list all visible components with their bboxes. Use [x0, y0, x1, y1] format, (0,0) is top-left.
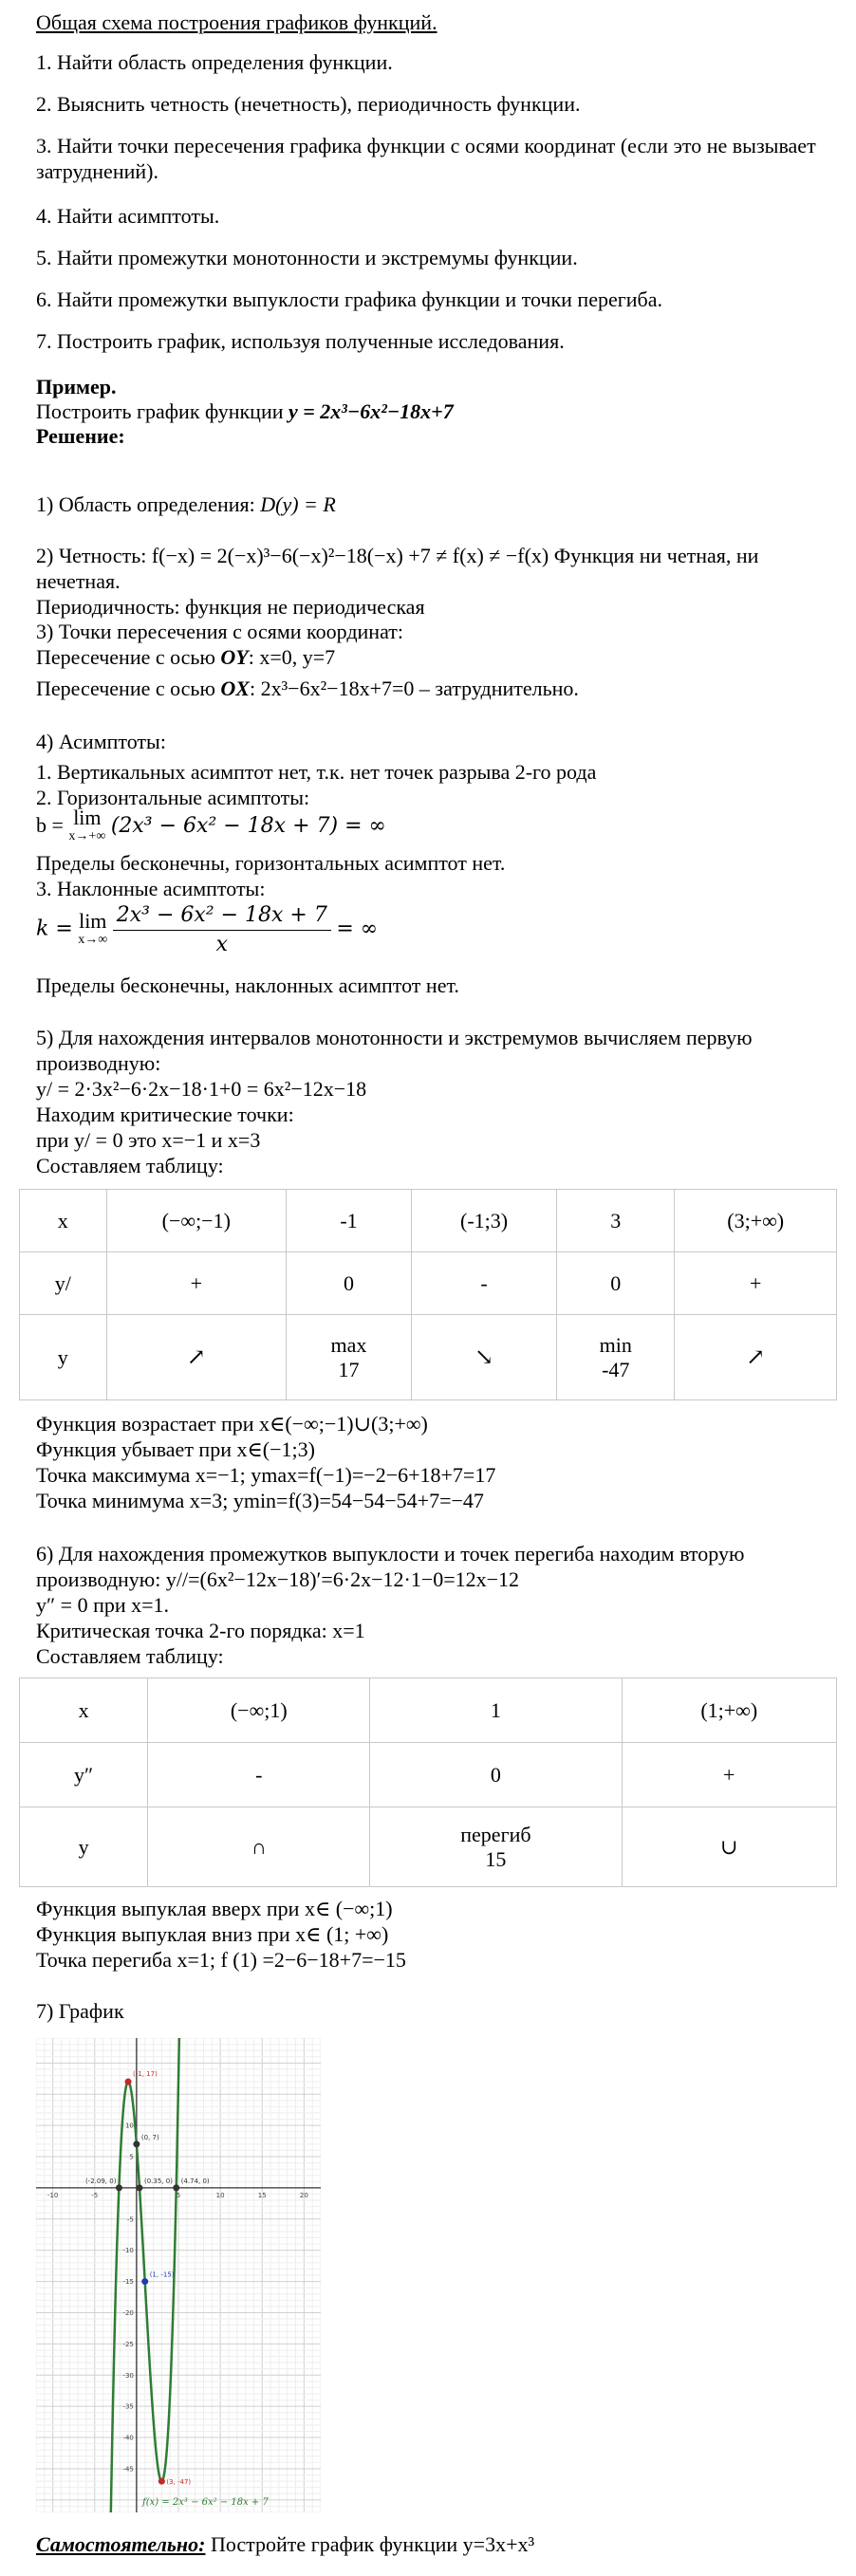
monotonic-intro: 5) Для нахождения интервалов монотонности и экстремумов вычисляем первую производную: — [36, 1026, 753, 1075]
convexity-table-cell: (1;+∞) — [622, 1678, 837, 1743]
graph-point — [136, 2184, 142, 2191]
x-tick-label: 5 — [176, 2191, 181, 2199]
monotonic-table-cell: 0 — [557, 1252, 675, 1315]
convexity-table-cell: ∪ — [622, 1807, 837, 1887]
monotonic-table-cell: (-1;3) — [411, 1190, 556, 1252]
self-task-label: Самостоятельно: — [36, 2532, 206, 2556]
max-point-line: Точка максимума x=−1; ymax=f(−1)=−2−6+18+7=17 — [36, 1463, 496, 1487]
monotonic-table-cell: + — [106, 1252, 286, 1315]
oblique-result: Пределы бесконечны, наклонных асимптот нет. — [36, 973, 459, 997]
y-tick-label: -20 — [122, 2308, 134, 2317]
monotonic-table-cell: ↗ — [106, 1315, 286, 1400]
y-tick-label: 5 — [129, 2153, 134, 2161]
graph-point-label: (3, -47) — [166, 2478, 192, 2487]
step-5: 5. Найти промежутки монотонности и экстремумы функции. — [36, 246, 578, 269]
graph-point — [141, 2278, 148, 2285]
step-6: 6. Найти промежутки выпуклости графика функции и точки перегиба. — [36, 287, 662, 311]
convexity-table-cell: 1 — [370, 1678, 622, 1743]
table2-title: Составляем таблицу: — [36, 1644, 224, 1668]
parity-line: 2) Четность: f(−x) = 2(−x)³−6(−x)²−18(−x) +7 ≠ f(x) ≠ −f(x) Функция ни четная, ни нечетная. — [36, 544, 759, 593]
graph-point — [173, 2184, 179, 2191]
convexity-table-cell: x — [20, 1678, 148, 1743]
critical-title: Находим критические точки: — [36, 1103, 294, 1126]
k-limit-formula: k = lim x→∞ $\frac{\text{2x³ − 6x² − 18x + 7}}{x}$ = ∞ — [36, 903, 379, 956]
graph-point — [158, 2478, 165, 2485]
monotonic-table-cell: ↗ — [675, 1315, 837, 1400]
convex-up-line: Функция выпуклая вверх при x∈ (−∞;1) — [36, 1897, 393, 1920]
step-4: 4. Найти асимптоты. — [36, 204, 220, 228]
monotonic-table-cell: -1 — [287, 1190, 412, 1252]
min-point-line: Точка минимума x=3; ymin=f(3)=54−54−54+7=−47 — [36, 1489, 484, 1512]
y-tick-label: -45 — [122, 2465, 134, 2474]
convexity-table-row — [20, 1807, 837, 1887]
intersections-title: 3) Точки пересечения с осями координат: — [36, 620, 403, 643]
y-tick-label: -35 — [122, 2402, 134, 2411]
x-tick-label: 10 — [215, 2191, 225, 2199]
heading: Общая схема построения графиков функций. — [36, 10, 437, 34]
convexity-table-cell: перегиб 15 — [370, 1807, 622, 1887]
graph-point-label: (0, 7) — [140, 2133, 159, 2141]
convexity-table — [19, 1677, 837, 1887]
monotonic-table — [19, 1189, 837, 1400]
solution-label: Решение: — [36, 424, 125, 448]
step-1: 1. Найти область определения функции. — [36, 50, 393, 74]
ox-intersection: Пересечение с осью OX: 2x³−6x²−18x+7=0 – затруднительно. — [36, 676, 579, 700]
convexity-table-row — [20, 1678, 837, 1743]
asymptotes-title: 4) Асимптоты: — [36, 730, 166, 753]
graph-point-label: (1, -15) — [149, 2270, 175, 2279]
vertical-asymptotes: 1. Вертикальных асимптот нет, т.к. нет точек разрыва 2-го рода — [36, 760, 597, 784]
y-tick-label: -40 — [122, 2434, 134, 2442]
convexity-table-cell: + — [622, 1743, 837, 1807]
table1-title: Составляем таблицу: — [36, 1154, 224, 1177]
convexity-table-cell: - — [148, 1743, 370, 1807]
monotonic-table-row — [20, 1252, 837, 1315]
graph-title: 7) График — [36, 1999, 124, 2023]
example-task: Построить график функции y = 2x³−6x²−18x+7 — [36, 399, 454, 423]
convexity-table-cell: 0 — [370, 1743, 622, 1807]
second-derivative-zero: y″ = 0 при x=1. — [36, 1593, 170, 1617]
graph-point-label: (4.74, 0) — [180, 2177, 210, 2185]
x-tick-label: 15 — [257, 2191, 267, 2199]
step-3: 3. Найти точки пересечения графика функции с осями координат (если это не вызывает затруднений). — [36, 134, 816, 183]
decrease-line: Функция убывает при x∈(−1;3) — [36, 1437, 315, 1461]
x-tick-label: 20 — [299, 2191, 308, 2199]
horizontal-asymptotes-title: 2. Горизонтальные асимптоты: — [36, 786, 310, 809]
function-graph — [36, 2038, 321, 2512]
monotonic-table-cell: + — [675, 1252, 837, 1315]
convexity-table-cell: (−∞;1) — [148, 1678, 370, 1743]
monotonic-table-cell: max 17 — [287, 1315, 412, 1400]
monotonic-table-row — [20, 1190, 837, 1252]
convexity-table-cell: ∩ — [148, 1807, 370, 1887]
x-tick-label: -10 — [47, 2191, 59, 2199]
convex-down-line: Функция выпуклая вниз при x∈ (1; +∞) — [36, 1922, 389, 1946]
domain-line: 1) Область определения: D(y) = R — [36, 492, 336, 516]
monotonic-table-cell: ↘ — [411, 1315, 556, 1400]
graph-point-label: (0.35, 0) — [143, 2177, 173, 2185]
convexity-table-cell: y″ — [20, 1743, 148, 1807]
example-label: Пример. — [36, 375, 117, 398]
oy-intersection: Пересечение с осью OY: x=0, y=7 — [36, 645, 336, 669]
step-7: 7. Построить график, используя полученные исследования. — [36, 329, 565, 353]
example-function: y = 2x³−6x²−18x+7 — [288, 399, 454, 423]
graph-point-label: (-2.09, 0) — [84, 2177, 117, 2185]
y-tick-label: 10 — [124, 2122, 134, 2130]
monotonic-table-cell: (3;+∞) — [675, 1190, 837, 1252]
step-2: 2. Выяснить четность (нечетность), периодичность функции. — [36, 92, 581, 116]
self-task: Самостоятельно: Постройте график функции y=3x+x³ — [36, 2532, 535, 2556]
inflection-line: Точка перегиба x=1; f (1) =2−6−18+7=−15 — [36, 1948, 406, 1972]
graph-point — [116, 2184, 122, 2191]
oblique-title: 3. Наклонные асимптоты: — [36, 877, 266, 900]
y-tick-label: -15 — [122, 2278, 134, 2287]
y-tick-label: -5 — [126, 2215, 134, 2224]
monotonic-table-cell: min -47 — [557, 1315, 675, 1400]
monotonic-table-row — [20, 1315, 837, 1400]
monotonic-table-cell: y/ — [20, 1252, 107, 1315]
critical-2nd-order: Критическая точка 2-го порядка: x=1 — [36, 1619, 365, 1642]
monotonic-table-cell: x — [20, 1190, 107, 1252]
monotonic-table-cell: (−∞;−1) — [106, 1190, 286, 1252]
graph-legend: f(x) = 2x³ − 6x² − 18x + 7 — [142, 2497, 269, 2508]
graph-point — [125, 2079, 132, 2085]
horizontal-result: Пределы бесконечны, горизонтальных асимптот нет. — [36, 851, 506, 875]
first-derivative: y/ = 2·3x²−6·2x−18·1+0 = 6x²−12x−18 — [36, 1077, 367, 1101]
periodicity-line: Периодичность: функция не периодическая — [36, 595, 425, 619]
monotonic-table-cell: 3 — [557, 1190, 675, 1252]
critical-points: при y/ = 0 это x=−1 и x=3 — [36, 1128, 261, 1152]
x-tick-label: -5 — [91, 2191, 99, 2199]
convexity-intro: 6) Для нахождения промежутков выпуклости и точек перегиба находим вторую производную: y//=(6x²−12x−18)′=6·2x−12·1−0=12x−12 — [36, 1542, 745, 1591]
b-limit-formula: b = lim x→+∞ (2x³ − 6x² − 18x + 7) = ∞ — [36, 806, 386, 843]
convexity-table-cell: y — [20, 1807, 148, 1887]
monotonic-table-cell: 0 — [287, 1252, 412, 1315]
graph-point — [133, 2140, 140, 2147]
y-tick-label: -30 — [122, 2371, 134, 2380]
graph-point-label: (-1, 17) — [133, 2070, 158, 2079]
convexity-table-row — [20, 1743, 837, 1807]
y-tick-label: -25 — [122, 2340, 134, 2348]
monotonic-table-cell: - — [411, 1252, 556, 1315]
y-tick-label: -10 — [122, 2247, 134, 2255]
monotonic-table-cell: y — [20, 1315, 107, 1400]
increase-line: Функция возрастает при x∈(−∞;−1)∪(3;+∞) — [36, 1412, 428, 1436]
